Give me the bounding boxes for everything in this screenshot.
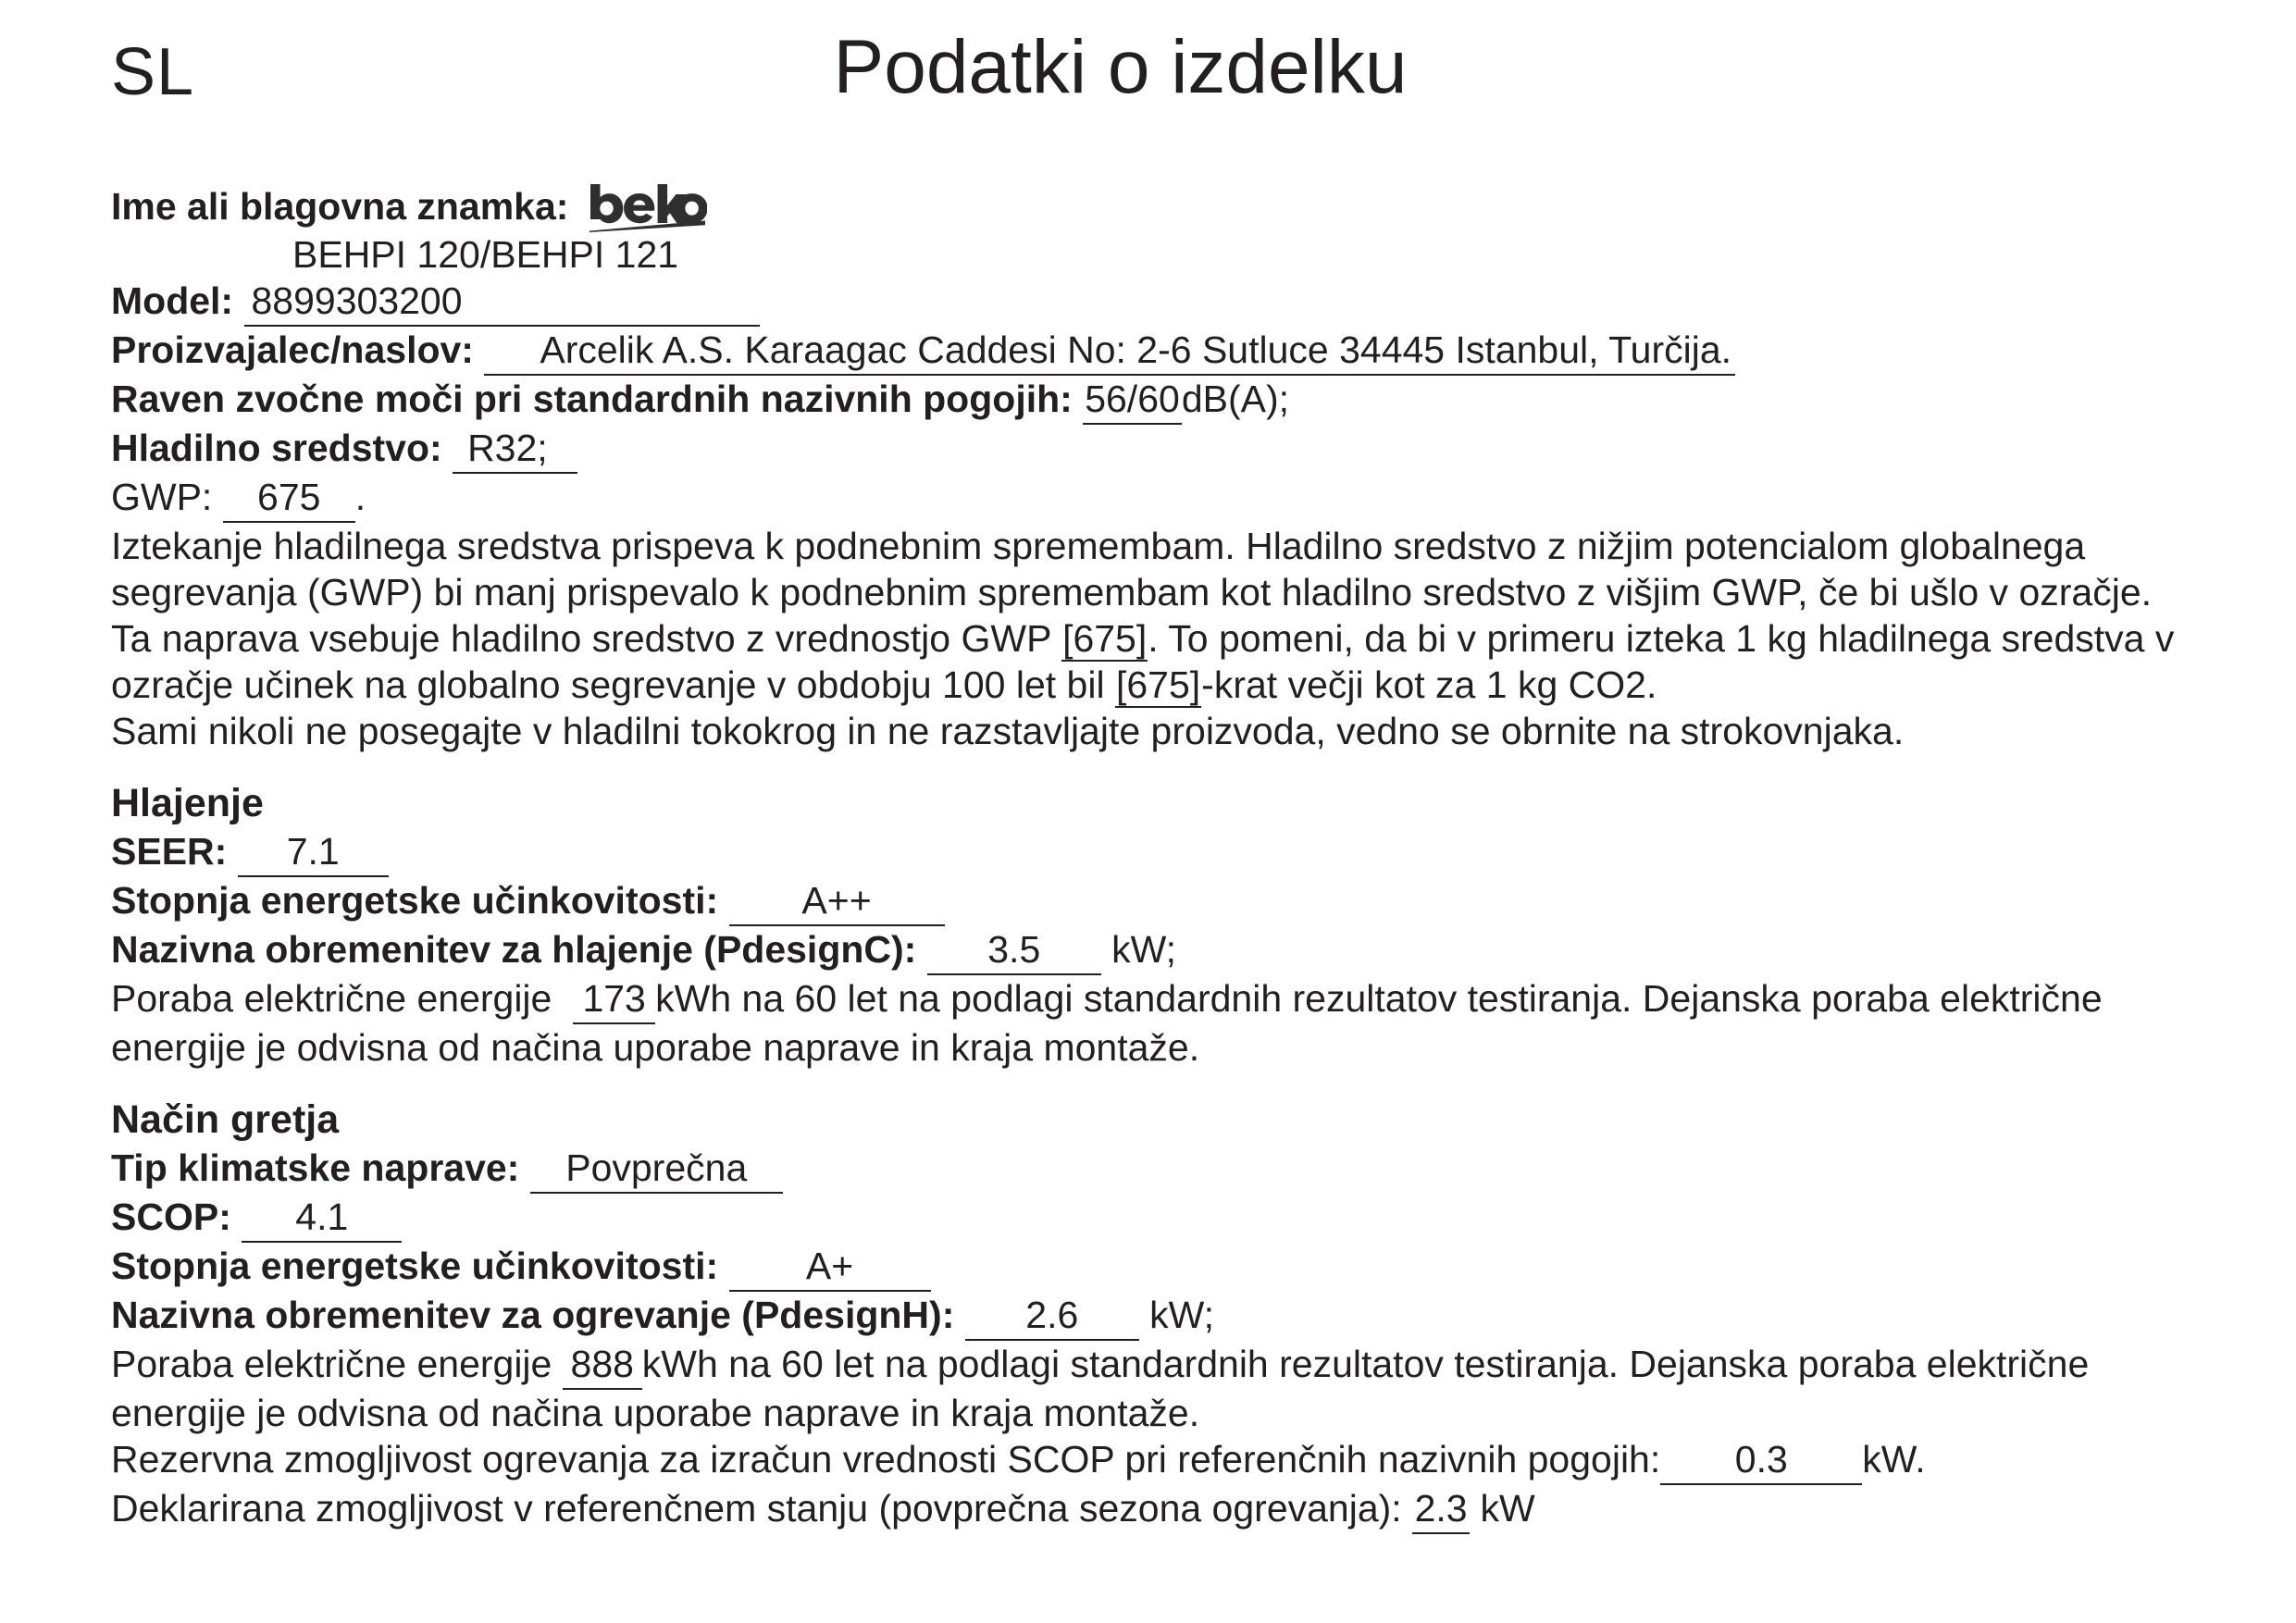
cooling-efficiency-value: A++ xyxy=(729,880,945,926)
sound-power-row xyxy=(111,376,2193,425)
manufacturer-label: Proizvajalec/naslov: xyxy=(111,328,474,371)
notice-text-a: Ta naprava vsebuje hladilno sredstvo z vrednostjo GWP xyxy=(111,617,1062,660)
declared-capacity-row xyxy=(111,1485,2193,1534)
heating-consumption-row xyxy=(111,1341,2193,1436)
model-row xyxy=(111,278,2193,327)
heating-section-heading: Način gretja xyxy=(111,1097,340,1142)
notice-text-b: . To pomeni, da bi v primeru izteka 1 kg hladilnega sredstva v ozračje učinek na globalno segrevanje v obdobju 100 let bil xyxy=(111,617,2175,706)
seer-value: 7.1 xyxy=(238,831,389,877)
refrigerant-notice-part3: Sami nikoli ne posegajte v hladilni tokokrog in ne razstavljajte proizvoda, vedno se obrnite na strokovnjaka. xyxy=(111,710,1905,752)
page-header xyxy=(0,0,2296,157)
refrigerant-notice-part1: Iztekanje hladilnega sredstva prispeva k podnebnim spremembam. Hladilno sredstvo z nižjim potencialom globalnega segrevanja (GWP) bi manj prispevalo k podnebnim spremembam kot hladilno sredstvo z višjim GWP, če bi ušlo v ozračje. xyxy=(111,525,2153,613)
seer-row xyxy=(111,828,2193,877)
notice-text-c: -krat večji kot za 1 kg CO2. xyxy=(1201,663,1657,706)
refrigerant-value: R32; xyxy=(453,427,577,474)
cooling-consumption-row xyxy=(111,975,2193,1071)
pdesignh-unit: kW; xyxy=(1149,1294,1215,1336)
declared-capacity-value: 2.3 xyxy=(1412,1488,1470,1534)
cooling-consumption-suffix: kWh na 60 let na podlagi standardnih rezultatov testiranja. Dejanska poraba električne energije je odvisna od načina uporabe naprave in kraja montaže. xyxy=(111,977,2103,1069)
language-code: SL xyxy=(111,35,195,109)
declared-capacity-label: Deklarirana zmogljivost v referenčnem stanju (povprečna sezona ogrevanja): xyxy=(111,1487,1402,1530)
pdesignh-value: 2.6 xyxy=(965,1295,1139,1341)
gwp-row xyxy=(111,474,2193,523)
gwp-period: . xyxy=(354,476,366,518)
heating-efficiency-label: Stopnja energetske učinkovitosti: xyxy=(111,1245,719,1287)
heating-consumption-prefix: Poraba električne energije xyxy=(111,1343,552,1385)
cooling-consumption-prefix: Poraba električne energije xyxy=(111,977,552,1020)
pdesignc-label: Nazivna obremenitev za hlajenje (PdesignC): xyxy=(111,928,917,971)
sound-power-unit: dB(A); xyxy=(1181,378,1290,420)
declared-capacity-unit: kW xyxy=(1480,1487,1535,1530)
seer-label: SEER: xyxy=(111,830,228,873)
scop-label: SCOP: xyxy=(111,1196,231,1238)
pdesignc-value: 3.5 xyxy=(927,929,1101,975)
heating-consumption-value: 888 xyxy=(563,1344,642,1390)
manufacturer-value: Arcelik A.S. Karaagac Caddesi No: 2-6 Sutluce 34445 Istanbul, Turčija. xyxy=(484,329,1735,376)
page-title: Podatki o izdelku xyxy=(833,25,1408,109)
gwp-value: 675 xyxy=(223,477,355,523)
brand-row xyxy=(111,181,2193,231)
sound-power-value: 56/60 xyxy=(1083,378,1182,425)
heating-consumption-suffix: kWh na 60 let na podlagi standardnih rezultatov testiranja. Dejanska poraba električne energije je odvisna od načina uporabe naprave in kraja montaže. xyxy=(111,1343,2090,1434)
pdesignc-unit: kW; xyxy=(1111,928,1177,971)
refrigerant-notice-part2 xyxy=(111,615,2193,708)
pdesignh-row xyxy=(111,1292,2193,1341)
refrigerant-label: Hladilno sredstvo: xyxy=(111,427,442,469)
cooling-consumption-value: 173 xyxy=(573,978,655,1024)
backup-capacity-label: Rezervna zmogljivost ogrevanja za izračun vrednosti SCOP pri referenčnih nazivnih pogojih: xyxy=(111,1438,1661,1481)
appliance-type-label: Tip klimatske naprave: xyxy=(111,1146,520,1189)
model-names: BEHPI 120/BEHPI 121 xyxy=(292,233,679,276)
model-value: 8899303200 xyxy=(244,280,760,327)
brand-label: Ime ali blagovna znamka: xyxy=(111,185,569,228)
backup-capacity-row xyxy=(111,1436,2193,1485)
appliance-type-value: Povprečna xyxy=(530,1147,783,1194)
heating-efficiency-row xyxy=(111,1243,2193,1292)
gwp-reference-1: [675] xyxy=(1062,617,1148,660)
appliance-type-row xyxy=(111,1145,2193,1194)
refrigerant-row xyxy=(111,425,2193,474)
beko-logo xyxy=(589,182,707,232)
cooling-efficiency-row xyxy=(111,877,2193,926)
pdesignh-label: Nazivna obremenitev za ogrevanje (PdesignH): xyxy=(111,1294,955,1336)
backup-capacity-unit: kW. xyxy=(1862,1438,1926,1481)
pdesignc-row xyxy=(111,926,2193,975)
sound-power-label: Raven zvočne moči pri standardnih nazivnih pogojih: xyxy=(111,378,1073,420)
scop-row xyxy=(111,1194,2193,1243)
cooling-efficiency-label: Stopnja energetske učinkovitosti: xyxy=(111,879,719,922)
document-body xyxy=(111,181,2193,1534)
backup-capacity-value: 0.3 xyxy=(1660,1439,1862,1485)
heating-efficiency-value: A+ xyxy=(729,1245,931,1292)
model-label: Model: xyxy=(111,279,234,322)
gwp-label: GWP: xyxy=(111,476,213,518)
cooling-section-heading: Hlajenje xyxy=(111,781,264,825)
scop-value: 4.1 xyxy=(242,1196,402,1243)
manufacturer-row xyxy=(111,327,2193,376)
gwp-reference-2: [675] xyxy=(1115,663,1201,706)
